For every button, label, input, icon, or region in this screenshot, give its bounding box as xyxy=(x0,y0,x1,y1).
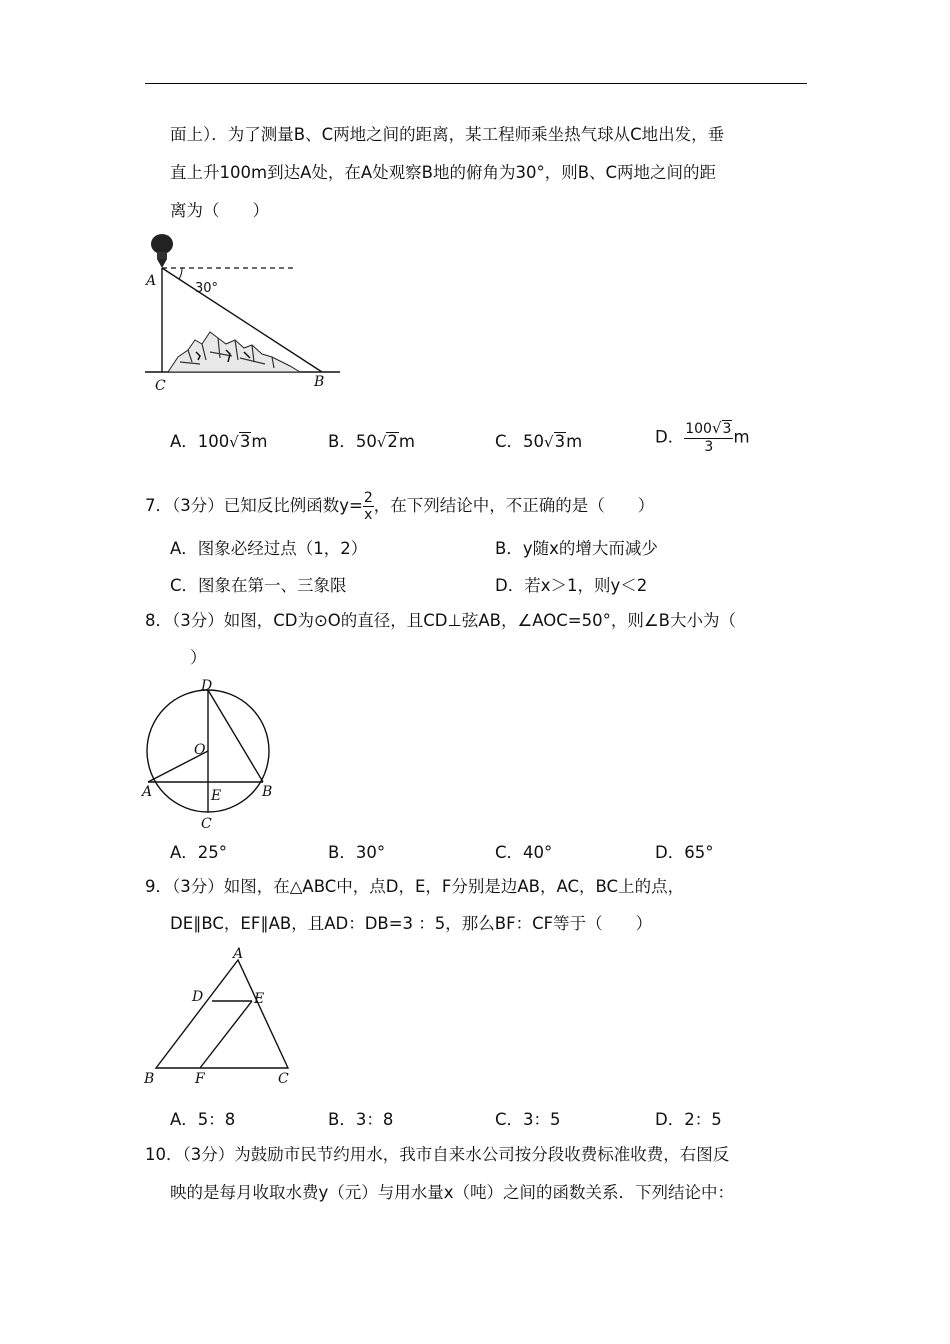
q6-option-c xyxy=(495,431,582,453)
sqrt-icon: √ xyxy=(229,433,239,451)
q7-option-c: C．图象在第一、三象限 xyxy=(170,576,347,595)
sqrt-icon: √ xyxy=(544,433,554,451)
q9-option-b: B．3：8 xyxy=(328,1110,394,1129)
q6-option-c-unit: m xyxy=(566,432,583,451)
q6-angle-label: 30° xyxy=(195,281,219,296)
q6-option-b-prefix: B． xyxy=(328,432,356,451)
q6-option-a xyxy=(170,431,267,453)
q8-option-b: B．30° xyxy=(328,843,386,862)
q6-option-b-unit: m xyxy=(398,432,415,451)
q6-option-a-prefix: A． xyxy=(170,432,198,451)
q8-label-d: D xyxy=(201,678,213,694)
q6-option-b-radicand: 2 xyxy=(387,432,398,451)
sqrt-icon: √ xyxy=(711,419,722,437)
q7-option-d: D．若x＞1，则y＜2 xyxy=(495,576,648,595)
q9-label-b: B xyxy=(144,1071,155,1087)
q6-option-c-coef: 50 xyxy=(523,432,545,451)
q6-option-c-prefix: C． xyxy=(495,432,524,451)
hot-air-balloon-icon xyxy=(151,234,173,268)
q6-option-d-denominator: 3 xyxy=(704,439,714,455)
q8-option-a: A．25° xyxy=(170,843,228,862)
q7-stem-after: ，在下列结论中，不正确的是（ ） xyxy=(373,496,655,515)
q9-label-e: E xyxy=(254,991,265,1007)
q6-option-d-unit: m xyxy=(733,427,750,447)
q9-label-a: A xyxy=(233,946,244,962)
q6-option-d-prefix: D． xyxy=(655,427,685,447)
q9-option-a: A．5：8 xyxy=(170,1110,236,1129)
q8-option-c: C．40° xyxy=(495,843,553,862)
q9-option-c: C．3：5 xyxy=(495,1110,561,1129)
q6-line-3: 离为（ ） xyxy=(170,201,269,220)
q6-option-d-fraction xyxy=(684,420,733,455)
q8-option-d: D．65° xyxy=(655,843,714,862)
mountain-icon xyxy=(168,332,300,372)
q7-frac-den: x xyxy=(364,507,373,523)
q9-figure-triangle xyxy=(138,944,303,1089)
q8-label-a: A xyxy=(142,784,153,800)
q8-label-b: B xyxy=(262,784,273,800)
header-rule xyxy=(145,83,807,84)
q9-label-f: F xyxy=(195,1071,205,1087)
q9-line-1: 9．（3分）如图，在△ABC中，点D，E，F分别是边AB，AC，BC上的点， xyxy=(145,877,685,896)
q7-option-b: B．y随x的增大而减少 xyxy=(495,539,658,558)
q6-option-d-num-coef: 100 xyxy=(685,421,712,437)
q8-label-e: E xyxy=(211,788,222,804)
q9-label-c: C xyxy=(278,1071,289,1087)
q6-option-b-coef: 50 xyxy=(355,432,377,451)
q6-option-a-coef: 100 xyxy=(197,432,230,451)
q6-figure-balloon-triangle xyxy=(140,232,350,397)
q7-frac-num: 2 xyxy=(363,490,373,506)
q6-line-2: 直上升100m到达A处，在A处观察B地的俯角为30°，则B、C两地之间的距 xyxy=(170,163,717,182)
q6-option-b xyxy=(328,431,415,453)
q6-option-c-radicand: 3 xyxy=(554,432,566,451)
q7-option-a: A．图象必经过点（1，2） xyxy=(170,539,368,558)
q9-option-d: D．2：5 xyxy=(655,1110,722,1129)
q6-option-d-num-radicand: 3 xyxy=(722,421,732,437)
q6-label-b: B xyxy=(314,374,325,390)
q6-option-a-radicand: 3 xyxy=(239,432,251,451)
q9-label-d: D xyxy=(192,989,204,1005)
q7-fraction xyxy=(363,490,374,523)
q8-line-2: ） xyxy=(190,648,207,667)
q6-label-c: C xyxy=(155,378,166,394)
q10-line-1: 10．（3分）为鼓励市民节约用水，我市自来水公司按分段收费标准收费，右图反 xyxy=(145,1145,730,1164)
q8-label-c: C xyxy=(201,816,212,832)
q8-figure-circle xyxy=(138,676,278,836)
q6-option-a-unit: m xyxy=(251,432,268,451)
q9-line-2: DE∥BC，EF∥AB，且AD：DB=3 ：5，那么BF：CF等于（ ） xyxy=(170,914,653,933)
q6-label-a: A xyxy=(146,273,157,289)
q8-line-1: 8．（3分）如图，CD为⊙O的直径，且CD⊥弦AB，∠AOC=50°，则∠B大小为（ xyxy=(145,611,736,630)
q7-stem xyxy=(145,490,654,523)
q10-line-2: 映的是每月收取水费y（元）与用水量x（吨）之间的函数关系．下列结论中： xyxy=(170,1183,735,1202)
q6-line-1: 面上）．为了测量B、C两地之间的距离，某工程师乘坐热气球从C地出发，垂 xyxy=(170,125,725,144)
q8-label-o: O xyxy=(194,742,206,758)
sqrt-icon: √ xyxy=(376,433,387,451)
q7-stem-before: 7．（3分）已知反比例函数y= xyxy=(145,496,363,515)
q6-option-d xyxy=(655,420,750,455)
